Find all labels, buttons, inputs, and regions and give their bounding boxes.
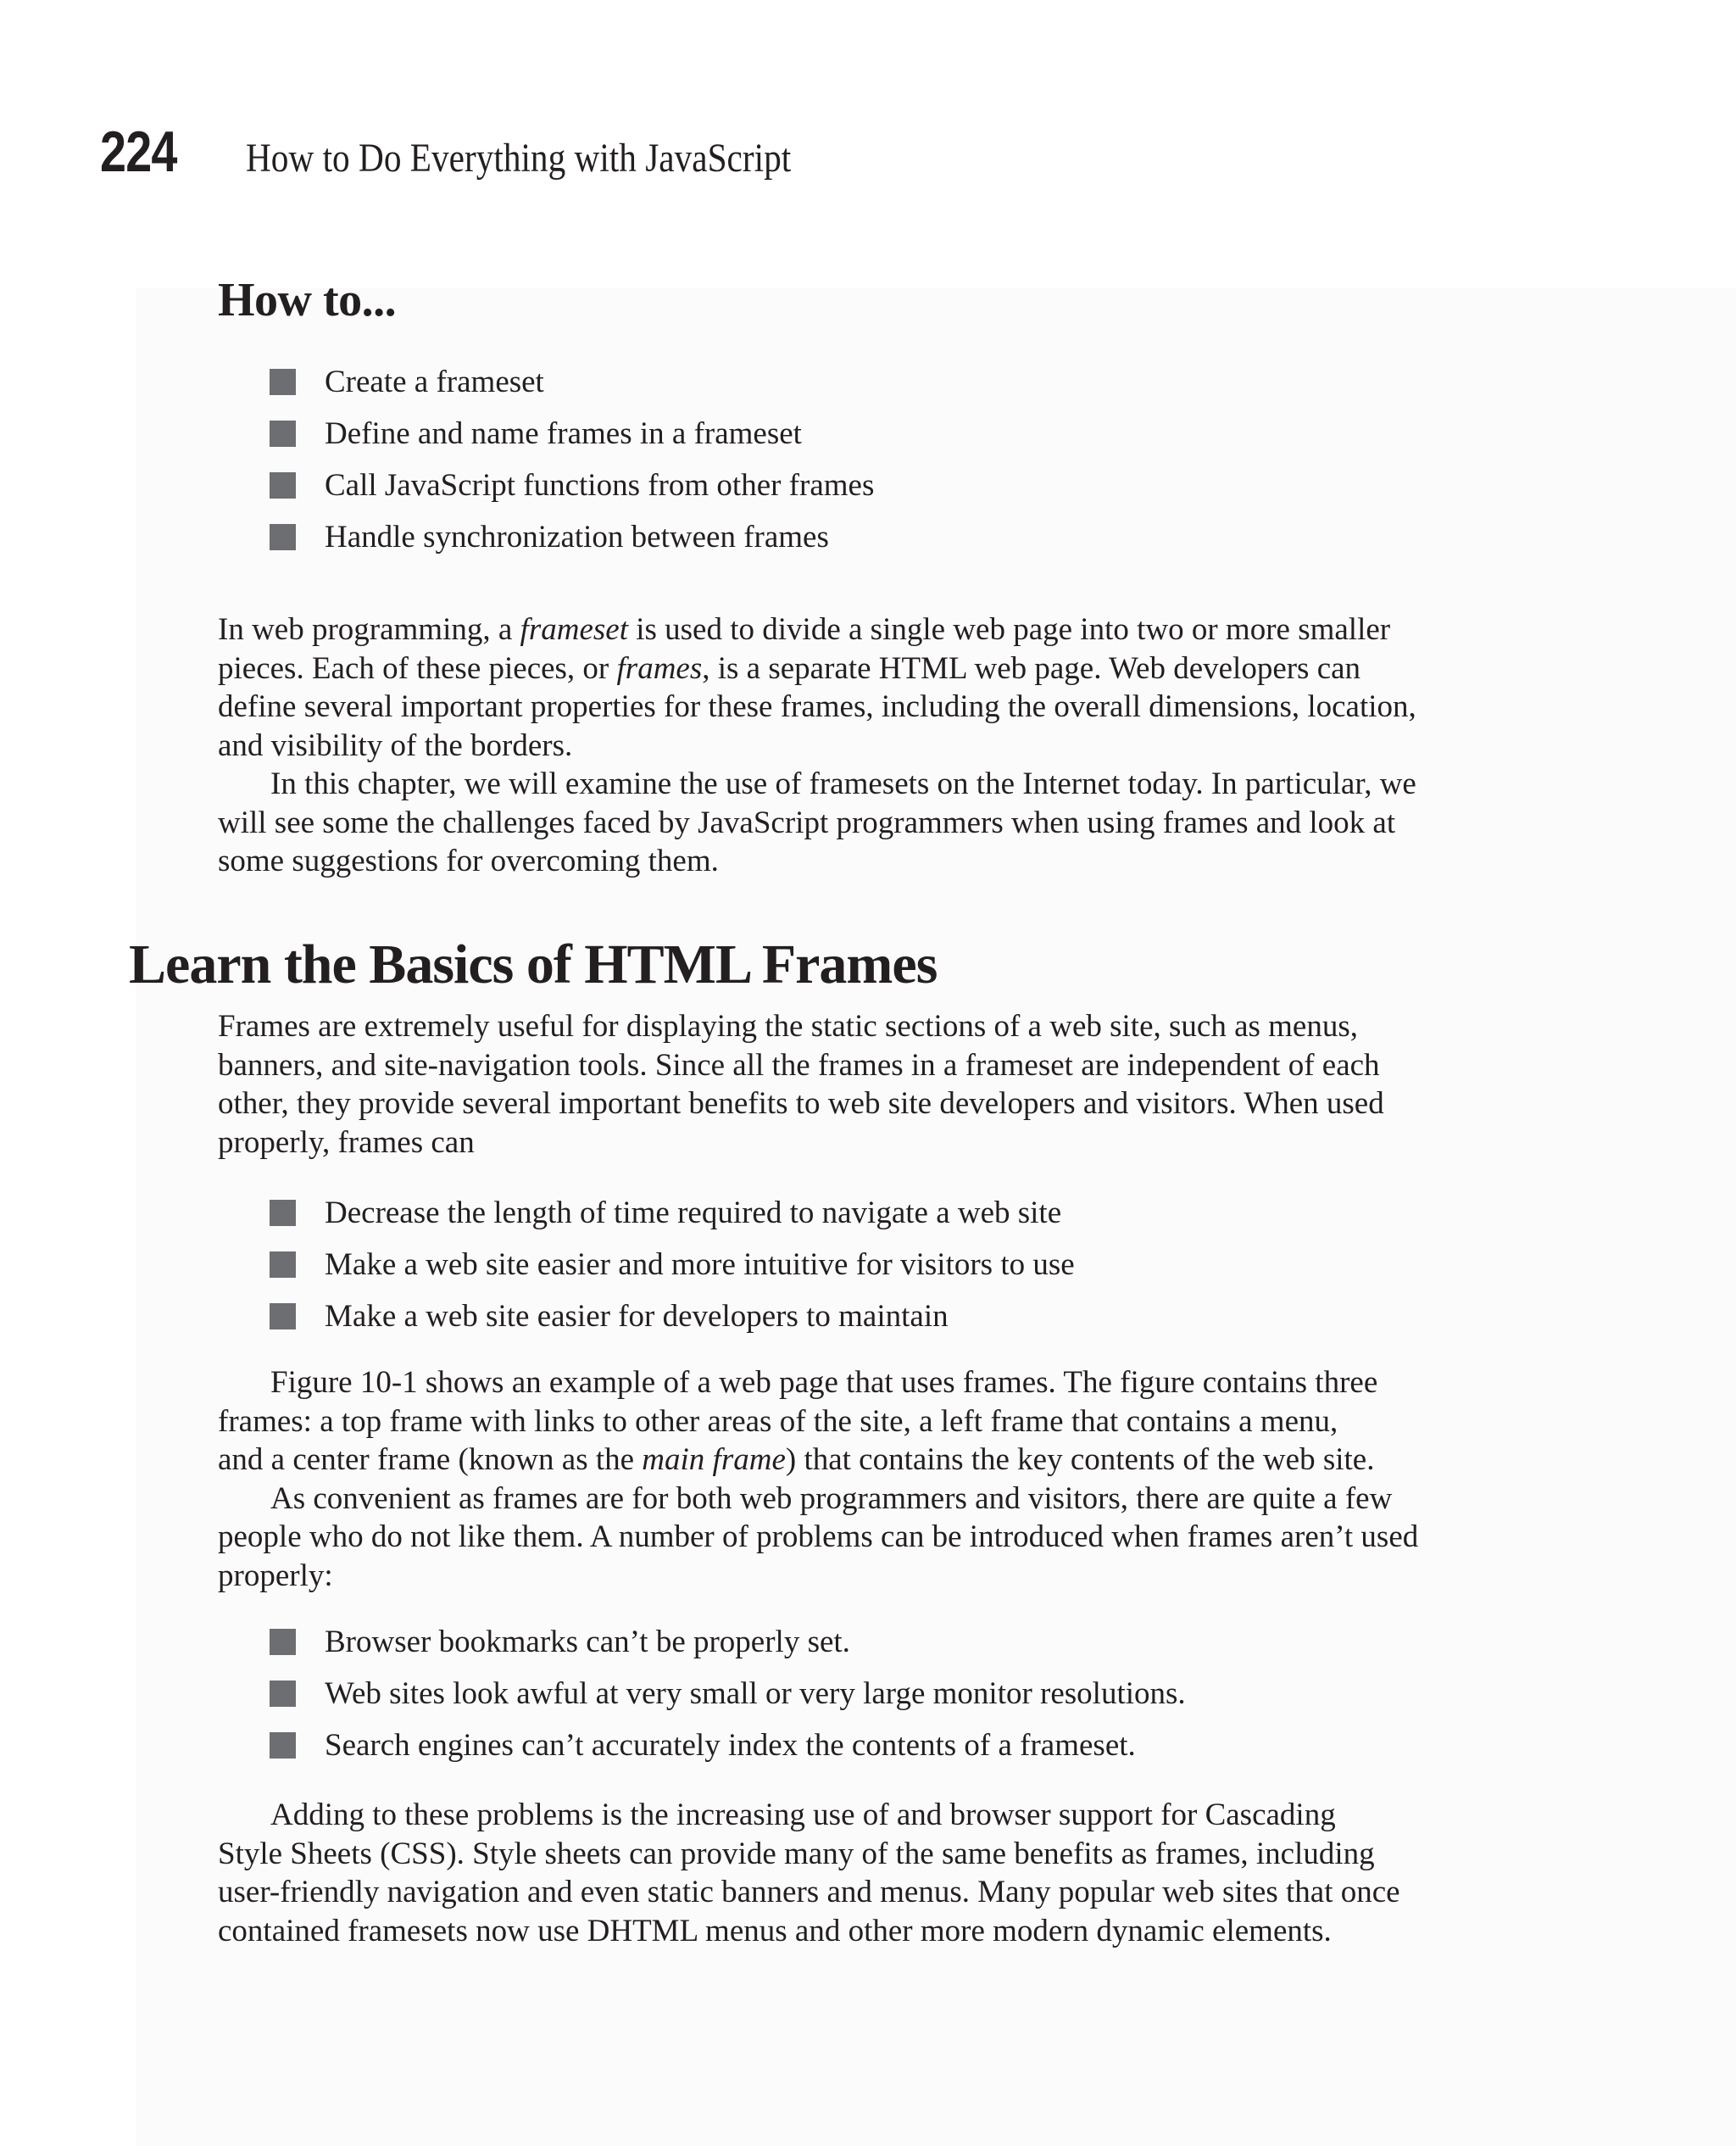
paragraph-line: properly, frames can [218, 1124, 475, 1160]
paragraph-line: contained framesets now use DHTML menus and other more modern dynamic elements. [218, 1913, 1332, 1948]
paragraph-line: banners, and site-navigation tools. Since all the frames in a frameset are independent of each [218, 1047, 1380, 1083]
list-item-text: Make a web site easier for developers to maintain [325, 1299, 949, 1334]
paragraph-line: will see some the challenges faced by JavaScript programmers when using frames and look at [218, 805, 1396, 840]
text-run: , is a separate HTML web page. Web developers can [702, 650, 1361, 686]
paragraph-line: Style Sheets (CSS). Style sheets can provide many of the same benefits as frames, including [218, 1836, 1375, 1871]
benefits-list [270, 1187, 1075, 1342]
page-number: 224 [100, 120, 177, 184]
list-item-text: Search engines can’t accurately index the contents of a frameset. [325, 1728, 1136, 1763]
section-paragraph [218, 1363, 1506, 1595]
paragraph-line: In this chapter, we will examine the use of framesets on the Internet today. In particular, we [270, 766, 1416, 801]
italic-term: main frame [642, 1442, 786, 1477]
list-item-text: Define and name frames in a frameset [325, 416, 802, 451]
list-item-text: Make a web site easier and more intuitive for visitors to use [325, 1247, 1075, 1282]
square-bullet-icon [270, 1681, 296, 1707]
paragraph-line: other, they provide several important benefits to web site developers and visitors. When used [218, 1086, 1384, 1121]
square-bullet-icon [270, 1303, 296, 1329]
section-heading: Learn the Basics of HTML Frames [129, 934, 938, 995]
list-item [270, 356, 874, 408]
howto-list [270, 356, 874, 563]
paragraph-line: properly: [218, 1558, 333, 1593]
list-item [270, 408, 874, 460]
paragraph-line: and visibility of the borders. [218, 727, 573, 763]
square-bullet-icon [270, 1732, 296, 1759]
paragraph-line [218, 649, 1506, 688]
paragraph-line: people who do not like them. A number of problems can be introduced when frames aren’t used [218, 1519, 1419, 1554]
running-head [100, 119, 880, 195]
section-paragraph [218, 1796, 1506, 1950]
list-item [270, 1187, 1075, 1239]
italic-term: frames [616, 650, 703, 686]
intro-paragraphs [218, 610, 1506, 881]
paragraph-line: frames: a top frame with links to other areas of the site, a left frame that contains a menu, [218, 1403, 1338, 1439]
square-bullet-icon [270, 524, 296, 550]
paragraph-line: As convenient as frames are for both web programmers and visitors, there are quite a few [270, 1480, 1393, 1516]
list-item-text: Browser bookmarks can’t be properly set. [325, 1625, 850, 1659]
square-bullet-icon [270, 1629, 296, 1655]
square-bullet-icon [270, 1200, 296, 1226]
italic-term: frameset [520, 612, 628, 647]
square-bullet-icon [270, 1251, 296, 1278]
paragraph-line: Frames are extremely useful for displaying the static sections of a web site, such as menus, [218, 1009, 1358, 1044]
list-item [270, 1239, 1075, 1290]
list-item [270, 1668, 1186, 1720]
text-run: is used to divide a single web page into two or more smaller [627, 612, 1391, 647]
list-item-text: Handle synchronization between frames [325, 520, 829, 555]
list-item [270, 1616, 1186, 1668]
howto-heading: How to... [218, 274, 397, 326]
text-run: In web programming, a [218, 612, 520, 647]
list-item [270, 511, 874, 563]
square-bullet-icon [270, 421, 296, 447]
paragraph-line: define several important properties for these frames, including the overall dimensions, location, [218, 689, 1416, 724]
square-bullet-icon [270, 369, 296, 395]
section-paragraph [218, 1007, 1506, 1162]
list-item-text: Web sites look awful at very small or very large monitor resolutions. [325, 1676, 1186, 1711]
list-item-text: Create a frameset [325, 365, 544, 399]
paragraph-line: Adding to these problems is the increasing use of and browser support for Cascading [270, 1798, 1336, 1832]
list-item-text: Call JavaScript functions from other frames [325, 468, 875, 503]
list-item [270, 460, 874, 511]
paragraph-line: Figure 10-1 shows an example of a web page that uses frames. The figure contains three [270, 1365, 1378, 1400]
list-item-text: Decrease the length of time required to navigate a web site [325, 1196, 1062, 1230]
text-run: pieces. Each of these pieces, or [218, 650, 617, 686]
list-item [270, 1720, 1186, 1771]
paragraph-line: some suggestions for overcoming them. [218, 844, 719, 878]
problems-list [270, 1616, 1186, 1771]
text-run: and a center frame (known as the [218, 1442, 643, 1477]
text-run: ) that contains the key contents of the web site. [785, 1442, 1375, 1477]
paragraph-line [218, 1441, 1506, 1480]
list-item [270, 1290, 1075, 1342]
paragraph-line: user-friendly navigation and even static banners and menus. Many popular web sites that once [218, 1875, 1400, 1909]
paragraph-line [218, 610, 1506, 649]
square-bullet-icon [270, 472, 296, 499]
book-title: How to Do Everything with JavaScript [246, 136, 792, 181]
